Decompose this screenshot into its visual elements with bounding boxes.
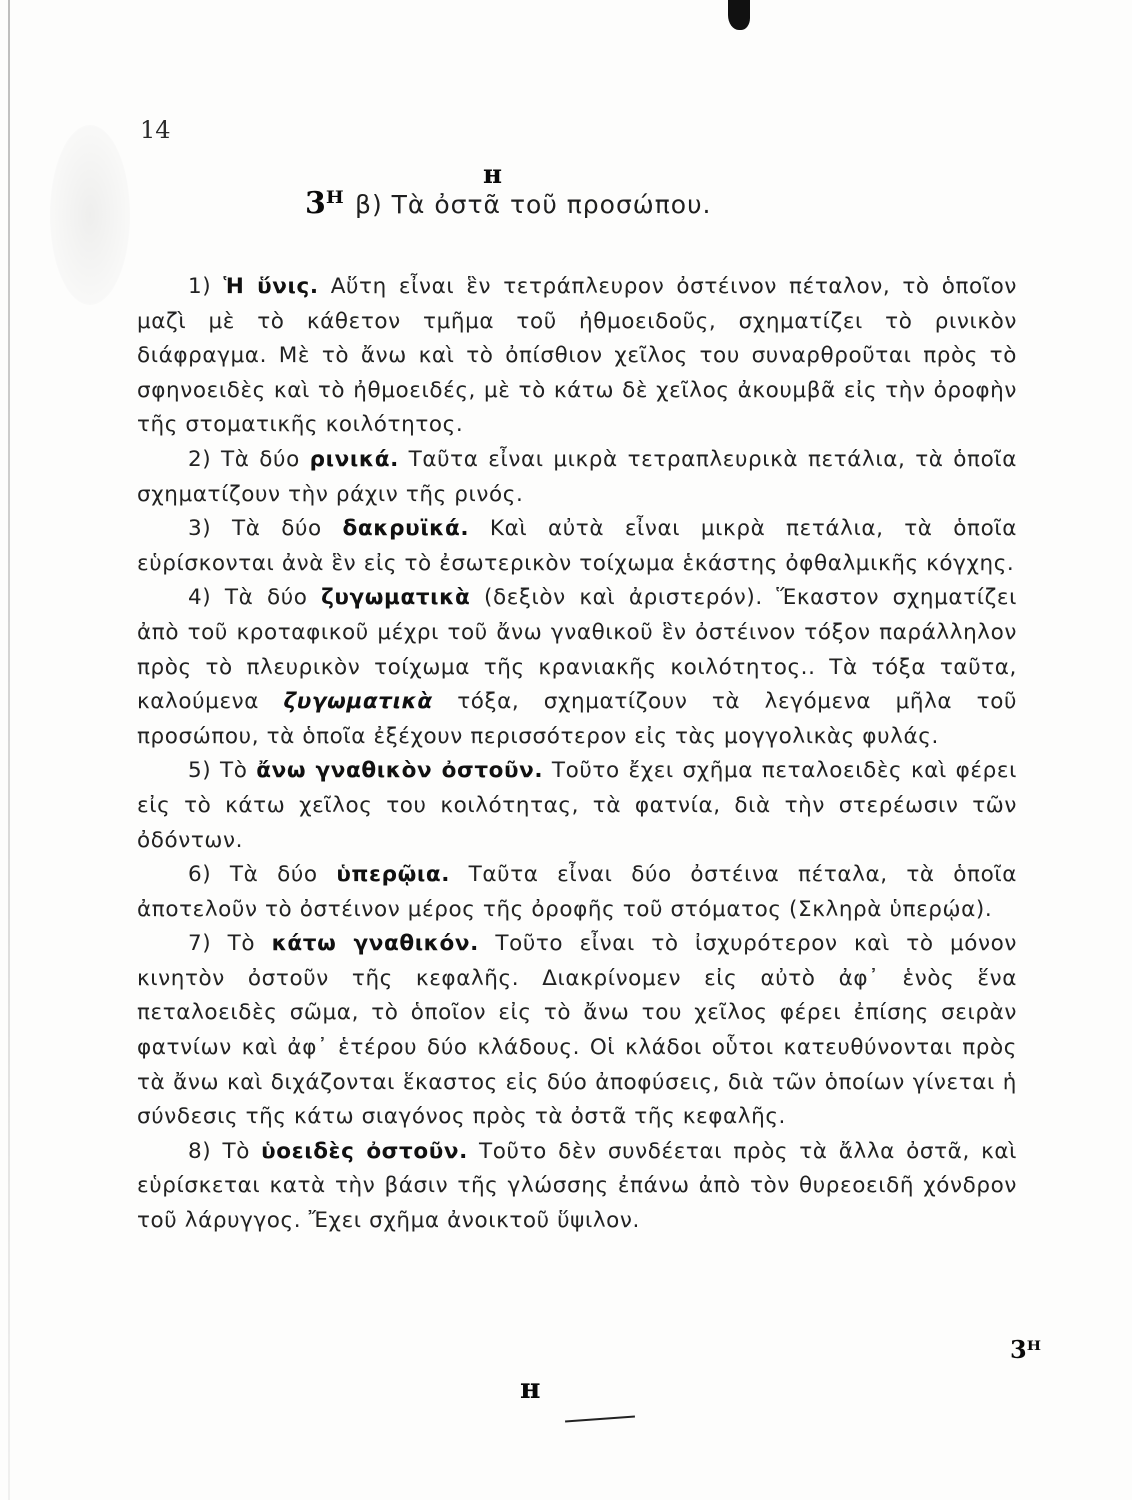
paragraph-text: Τοῦτο δὲν συνδέεται πρὸς τὰ ἄλλα ὀστᾶ, καὶ εὑρίσκεται κατὰ τὴν βάσιν τῆς γλώσσης ἐπάνω ἀπὸ τὸν θυρεοειδῆ χόνδρον τοῦ λάρυγγος. Ἔχει σχῆμα ἀνοικτοῦ ὕψιλον. <box>137 1138 1017 1234</box>
margin-annotation: 3ᴴ <box>305 186 344 221</box>
paragraph <box>137 581 1017 754</box>
paragraph <box>137 443 1017 512</box>
paragraph-number: 3) Τὰ δύο <box>188 516 322 542</box>
handwritten-mark: ʜ <box>520 1372 541 1405</box>
page-edge-shadow <box>8 0 10 1500</box>
page-smudge <box>50 125 130 305</box>
paragraph-text: τόξα, σχηματίζουν τὰ λεγόμενα μῆλα τοῦ προσώπου, τὰ ὁποῖα ἐξέχουν περισσότερον εἰς τὰς μογγολικὰς φυλάς. <box>137 689 1017 749</box>
paragraph-text: (δεξιὸν καὶ ἀριστερόν). Ἕκαστον σχηματίζει ἀπὸ τοῦ κροταφικοῦ μέχρι τοῦ ἄνω γναθικοῦ ἓν ὀστέινον τόξον παράλληλον πρὸς τὸ πλευρικὸν τοίχωμα τῆς κρανιακῆς κοιλότητος.. Τὰ τόξα ταῦτα, καλούμενα <box>137 585 1018 715</box>
paragraph <box>137 927 1017 1135</box>
handwritten-mark: ʜ <box>483 160 503 190</box>
paragraph <box>137 512 1017 581</box>
paragraph <box>137 1135 1017 1239</box>
paragraph <box>137 858 1017 927</box>
ink-blot <box>728 0 750 30</box>
paragraph-text: Τοῦτο εἶναι τὸ ἰσχυρότερον καὶ τὸ μόνον κινητὸν ὀστοῦν τῆς κεφαλῆς. Διακρίνομεν εἰς αὐτὸ ἀφ᾽ ἑνὸς ἕνα πεταλοειδὲς σῶμα, τὸ ὁποῖον εἰς τὸ ἄνω του χεῖλος φέρει ἐπίσης σειρὰν φατνίων καὶ ἀφ᾽ ἑτέρου δύο κλάδους. Οἱ κλάδοι οὗτοι κατευθύνονται πρὸς τὰ ἄνω καὶ διχάζονται ἕκαστος εἰς δύο ἀποφύσεις, διὰ τῶν ὁποίων γίνεται ἡ σύνδεσις τῆς κάτω σιαγόνος πρὸς τὰ ὀστᾶ τῆς κεφαλῆς. <box>137 931 1017 1130</box>
bone-term: ὑοειδὲς ὀστοῦν. <box>261 1138 468 1164</box>
bone-term: ὑπερῷια. <box>336 862 450 888</box>
bone-term: κάτω γναθικόν. <box>271 931 479 957</box>
paragraph <box>137 270 1017 443</box>
bone-term: ρινικά. <box>309 446 399 472</box>
paragraph-number: 4) Τὰ δύο <box>188 585 308 611</box>
paragraph-number: 5) Τὸ <box>188 758 248 784</box>
paragraph <box>137 754 1017 858</box>
section-heading: β) Τὰ ὀστᾶ τοῦ προσώπου. <box>355 190 712 219</box>
paragraph-number: 8) Τὸ <box>188 1138 250 1164</box>
bone-term: ζυγωματικὰ <box>321 585 471 611</box>
paragraph-number: 7) Τὸ <box>188 931 256 957</box>
paragraph-text: Καὶ αὐτὰ εἶναι μικρὰ πετάλια, τὰ ὁποῖα εὑρίσκονται ἀνὰ ἓν εἰς τὸ ἐσωτερικὸν τοίχωμα ἑκάστης ὀφθαλμικῆς κόγχης. <box>137 516 1017 576</box>
page-number: 14 <box>140 116 171 144</box>
paragraph-number: 6) Τὰ δύο <box>188 862 318 888</box>
pen-stroke <box>565 1416 635 1423</box>
body-text <box>137 270 1017 1239</box>
bone-term: Ἡ ὕνις. <box>223 274 319 299</box>
bone-term-italic: ζυγωματικὰ <box>283 689 433 715</box>
bone-term: ἄνω γναθικὸν ὀστοῦν. <box>256 758 544 784</box>
margin-annotation: 3ᴴ <box>1010 1335 1041 1364</box>
paragraph-text: Ταῦτα εἶναι μικρὰ τετραπλευρικὰ πετάλια, τὰ ὁποῖα σχηματίζουν τὴν ράχιν τῆς ρινός. <box>137 446 1018 507</box>
bone-term: δακρυϊκά. <box>342 516 470 542</box>
paragraph-text: Ταῦτα εἶναι δύο ὀστέινα πέταλα, τὰ ὁποῖα ἀποτελοῦν τὸ ὀστέινον μέρος τῆς ὀροφῆς τοῦ στόματος (Σκληρὰ ὑπερῴα). <box>137 862 1017 922</box>
paragraph-number: 1) <box>188 274 212 299</box>
paragraph-text: Αὕτη εἶναι ἓν τετράπλευρον ὀστέινον πέταλον, τὸ ὁποῖον μαζὶ μὲ τὸ κάθετον τμῆμα τοῦ ἠθμοειδοῦς, σχηματίζει τὸ ρινικὸν διάφραγμα. Μὲ τὸ ἄνω καὶ τὸ ὀπίσθιον χεῖλος του συναρθροῦται πρὸς τὸ σφηνοειδὲς καὶ τὸ ἠθμοειδές, μὲ τὸ κάτω δὲ χεῖλος ἀκουμβᾶ εἰς τὴν ὀροφὴν τῆς στοματικῆς κοιλότητος. <box>137 274 1018 438</box>
paragraph-text: Τοῦτο ἔχει σχῆμα πεταλοειδὲς καὶ φέρει εἰς τὸ κάτω χεῖλος του κοιλότητας, τὰ φατνία, διὰ τὴν στερέωσιν τῶν ὀδόντων. <box>137 758 1017 853</box>
paragraph-number: 2) Τὰ δύο <box>188 446 300 472</box>
